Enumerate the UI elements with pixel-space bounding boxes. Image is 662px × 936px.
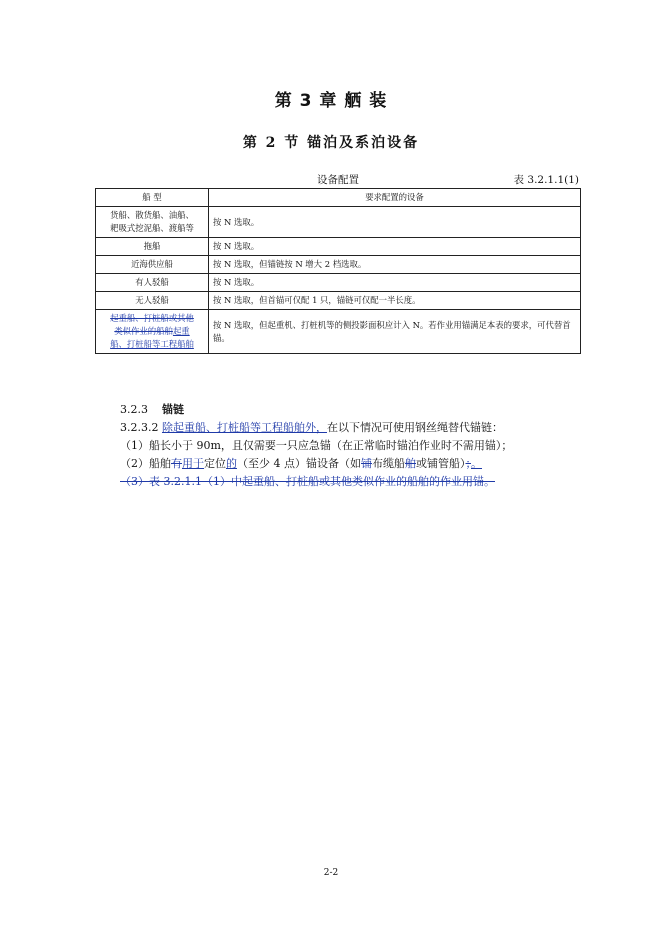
list-item [120, 473, 570, 491]
inserted-text: 除起重船、打桩船等工程船舶外， [161, 421, 327, 434]
table-cell-ship: 拖船 [96, 238, 209, 256]
equipment-table [95, 188, 581, 354]
table-row [96, 207, 581, 238]
table-row [96, 274, 581, 292]
clause-body [120, 401, 570, 491]
text-run: （2）船舶 [120, 457, 171, 470]
paragraph-text: 在以下情况可使用钢丝绳替代锚链： [326, 421, 503, 434]
text-run: （至少 4 点）锚设备（如 [237, 457, 361, 470]
table-row [96, 256, 581, 274]
table-cell-ship: 近海供应船 [96, 256, 209, 274]
list-item: （1）船长小于 90m，且仅需要一只应急锚（在正常临时锚泊作业时不需用锚）； [120, 439, 513, 452]
table-caption [95, 172, 581, 186]
table-cell-requirement: 按 N 选取。 [209, 238, 581, 256]
table-title: 设备配置 [317, 174, 359, 186]
table-cell-ship [96, 310, 209, 354]
inserted-text: 。 [471, 457, 482, 470]
ship-line: 耙吸式挖泥船、渡船等 [110, 223, 194, 233]
page-number: 2-2 [323, 868, 339, 878]
chapter-title: 第 3 章 舾 装 [274, 91, 388, 111]
table-cell-requirement: 按 N 选取，但首锚可仅配 1 只，锚链可仅配一半长度。 [209, 292, 581, 310]
deleted-text: 类似作业的船舶 [114, 326, 173, 336]
table-row [96, 238, 581, 256]
inserted-text: 船、打桩船等工程船舶 [110, 339, 194, 349]
deleted-text: 舶 [405, 457, 416, 470]
paragraph-number: 3.2.3.2 [120, 421, 159, 434]
inserted-text: 的 [226, 457, 237, 470]
clause-heading-title: 锚链 [162, 403, 184, 416]
table-cell-requirement: 按 N 选取，但起重机、打桩机等的侧投影面积应计入 N。若作业用锚满足本表的要求，可代替首锚。 [209, 310, 581, 354]
table-number: 表 3.2.1.1(1) [513, 174, 579, 186]
paragraph [120, 419, 570, 437]
table-header-row [96, 189, 581, 207]
section-title: 第 2 节 锚泊及系泊设备 [242, 135, 420, 151]
table-cell-requirement: 按 N 选取。 [209, 274, 581, 292]
deleted-text: 有 [171, 457, 182, 470]
table-cell-ship: 无人驳船 [96, 292, 209, 310]
inserted-text: 用于 [182, 457, 204, 470]
clause-heading-number: 3.2.3 [120, 403, 148, 416]
table-row [96, 292, 581, 310]
text-run: 布缆船 [372, 457, 405, 470]
ship-line: 货船、散货船、油船、 [110, 210, 194, 220]
text-run: 或铺管船） [416, 457, 466, 470]
list-item [120, 455, 570, 473]
deleted-text: 起重船、打桩船或其他 [110, 313, 194, 323]
table-cell-requirement: 按 N 选取，但锚链按 N 增大 2 档选取。 [209, 256, 581, 274]
deleted-text: 铺 [361, 457, 372, 470]
table-row [96, 310, 581, 354]
deleted-text: ； [465, 457, 471, 470]
text-run: 定位 [204, 457, 226, 470]
inserted-text: 起重 [172, 326, 190, 336]
clause-heading [120, 401, 570, 419]
table-cell-ship: 有人驳船 [96, 274, 209, 292]
header-required-equipment: 要求配置的设备 [209, 189, 581, 207]
header-ship-type: 船 型 [96, 189, 209, 207]
table-cell-ship [96, 207, 209, 238]
deleted-text: （3）表 3.2.1.1（1）中起重船、打桩船或其他类似作业的船舶的作业用锚。 [120, 475, 495, 488]
table-cell-requirement: 按 N 选取。 [209, 207, 581, 238]
